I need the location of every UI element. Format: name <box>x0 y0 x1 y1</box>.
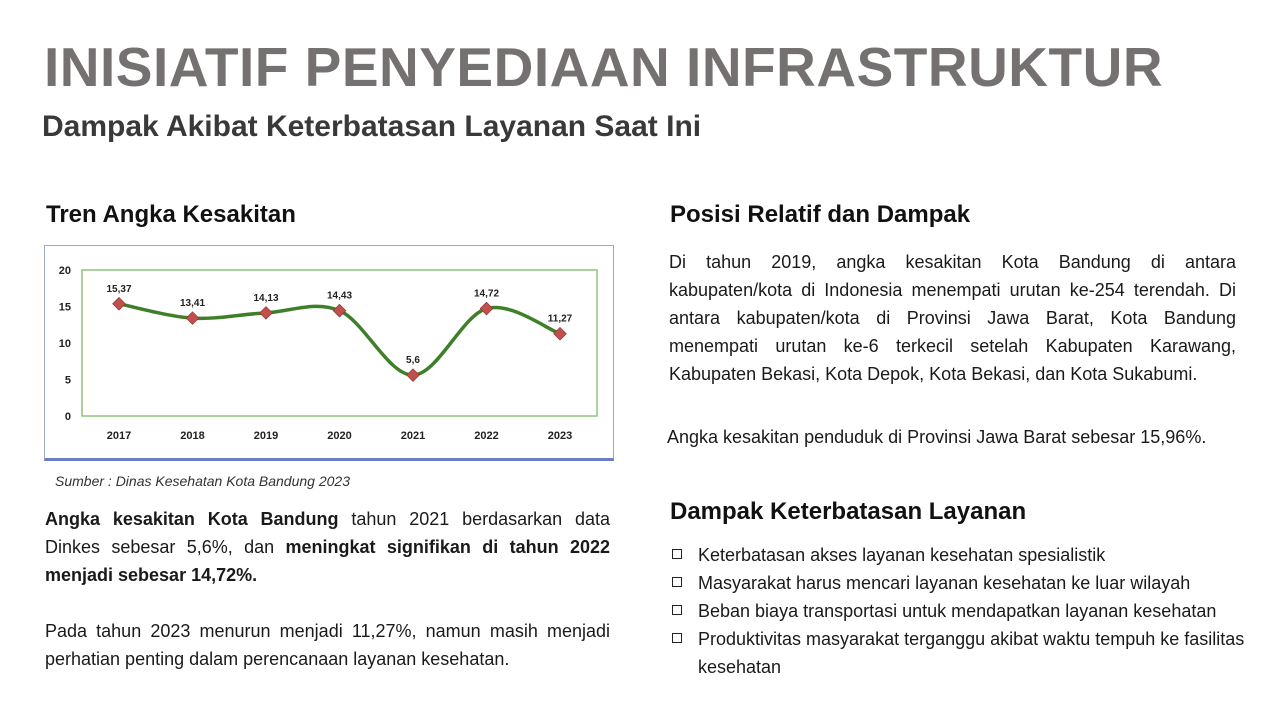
list-item <box>670 597 1270 625</box>
list-item <box>670 625 1270 681</box>
list-item-text: Beban biaya transportasi untuk mendapatkan layanan kesehatan <box>698 601 1217 621</box>
impact-list <box>670 541 1270 681</box>
data-point <box>407 369 420 382</box>
checkbox-bullet-icon <box>672 605 682 615</box>
data-label: 14,43 <box>326 290 353 302</box>
data-point <box>554 327 567 340</box>
data-label: 15,37 <box>106 283 132 295</box>
list-item <box>670 569 1270 597</box>
page-title: INISIATIF PENYEDIAAN INFRASTRUKTUR <box>44 36 1164 98</box>
data-point <box>186 312 199 325</box>
morbidity-summary <box>45 505 610 589</box>
x-tick-label: 2018 <box>180 430 205 442</box>
trend-heading: Tren Angka Kesakitan <box>46 201 296 228</box>
list-item-text: Masyarakat harus mencari layanan kesehatan ke luar wilayah <box>698 573 1191 593</box>
y-tick-label: 15 <box>58 301 71 314</box>
data-point <box>480 302 493 315</box>
west-java-rate-text: Angka kesakitan penduduk di Provinsi Jawa Barat sebesar 15,96%. <box>667 427 1207 447</box>
page-subtitle: Dampak Akibat Keterbatasan Layanan Saat Ini <box>42 110 702 143</box>
morbidity-2023-note: Pada tahun 2023 menurun menjadi 11,27%, namun masih menjadi perhatian penting dalam perencanaan layanan kesehatan. <box>45 621 610 669</box>
x-tick-label: 2021 <box>400 430 426 442</box>
data-label: 5,6 <box>406 355 420 367</box>
data-point <box>333 304 346 317</box>
y-tick-label: 10 <box>58 338 71 350</box>
data-label: 13,41 <box>179 298 206 310</box>
y-tick-label: 20 <box>58 265 71 277</box>
y-tick-label: 5 <box>64 374 71 387</box>
relative-position-heading: Posisi Relatif dan Dampak <box>670 201 971 228</box>
data-label: 14,13 <box>253 292 279 304</box>
data-label: 11,27 <box>547 313 573 325</box>
x-tick-label: 2017 <box>106 430 132 442</box>
list-item-text: Keterbatasan akses layanan kesehatan spesialistik <box>698 545 1106 565</box>
data-point <box>260 306 273 319</box>
summary-bold-1: Angka kesakitan Kota Bandung <box>45 509 339 529</box>
x-tick-label: 2020 <box>327 430 352 442</box>
checkbox-bullet-icon <box>672 577 682 587</box>
chart-source: Sumber : Dinas Kesehatan Kota Bandung 2023 <box>55 473 350 489</box>
list-item-text: Produktivitas masyarakat terganggu akibat waktu tempuh ke fasilitas kesehatan <box>698 629 1245 677</box>
x-tick-label: 2023 <box>547 430 573 442</box>
x-tick-label: 2019 <box>253 430 279 442</box>
x-tick-label: 2022 <box>474 430 499 442</box>
data-label: 14,72 <box>473 288 500 300</box>
data-point <box>113 297 126 310</box>
relative-position-text: Di tahun 2019, angka kesakitan Kota Bandung di antara kabupaten/kota di Indonesia menempati urutan ke-254 terendah. Di antara kabupaten/kota di Provinsi Jawa Barat, Kota Bandung menempati urutan ke-6 terkecil setelah Kabupaten Karawang, Kabupaten Bekasi, Kota Depok, Kota Bekasi, dan Kota Sukabumi. <box>669 252 1236 384</box>
chart-canvas <box>45 246 613 458</box>
morbidity-trend-chart <box>44 245 614 461</box>
checkbox-bullet-icon <box>672 633 682 643</box>
service-impact-heading: Dampak Keterbatasan Layanan <box>670 498 1027 525</box>
checkbox-bullet-icon <box>672 549 682 559</box>
list-item <box>670 541 1270 569</box>
y-tick-label: 0 <box>64 411 71 423</box>
summary-text-1: tahun 2021 berdasarkan data Dinkes sebesar 5,6%, dan <box>45 509 611 557</box>
summary-bold-2: meningkat signifikan di tahun 2022 menjadi sebesar 14,72%. <box>45 537 610 585</box>
